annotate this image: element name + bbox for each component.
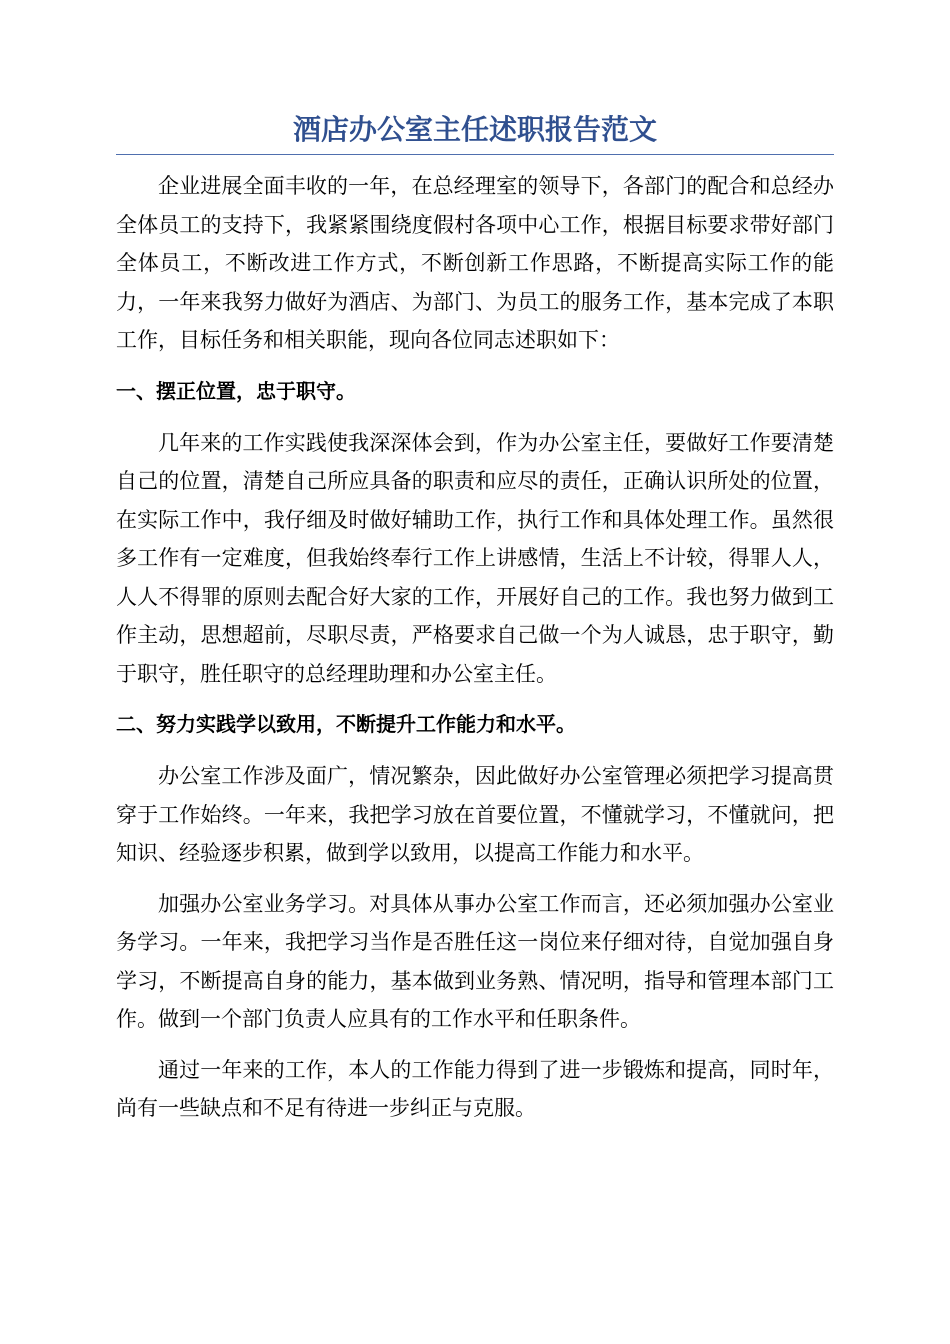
document-title: 酒店办公室主任述职报告范文 xyxy=(292,113,657,146)
section-2-paragraph-1: 办公室工作涉及面广，情况繁杂，因此做好办公室管理必须把学习提高贯穿于工作始终。一年来，我把学习放在首要位置，不懂就学习，不懂就问，把知识、经验逐步积累，做到学以致用，以提高工作能力和水平。 xyxy=(116,764,834,865)
title-underline xyxy=(116,154,834,155)
section-2-heading: 二、努力实践学以致用，不断提升工作能力和水平。 xyxy=(116,712,576,736)
section-2-paragraph-2: 加强办公室业务学习。对具体从事办公室工作而言，还必须加强办公室业务学习。一年来，我把学习当作是否胜任这一岗位来仔细对待，自觉加强自身学习，不断提高自身的能力，基本做到业务熟、情况明，指导和管理本部门工作。做到一个部门负责人应具有的工作水平和任职条件。 xyxy=(116,891,834,1031)
section-1-paragraph: 几年来的工作实践使我深深体会到，作为办公室主任，要做好工作要清楚自己的位置，清楚自己所应具备的职责和应尽的责任，正确认识所处的位置，在实际工作中，我仔细及时做好辅助工作，执行工作和具体处理工作。虽然很多工作有一定难度，但我始终奉行工作上讲感情，生活上不计较，得罪人人，人人不得罪的原则去配合好大家的工作，开展好自己的工作。我也努力做到工作主动，思想超前，尽职尽责，严格要求自己做一个为人诚恳，忠于职守，勤于职守，胜任职守的总经理助理和办公室主任。 xyxy=(116,430,834,686)
section-1-heading: 一、摆正位置，忠于职守。 xyxy=(116,378,356,403)
intro-paragraph: 企业进展全面丰收的一年，在总经理室的领导下，各部门的配合和总经办全体员工的支持下，我紧紧围绕度假村各项中心工作，根据目标要求带好部门全体员工，不断改进工作方式，不断创新工作思路，不断提高实际工作的能力，一年来我努力做好为酒店、为部门、为员工的服务工作，基本完成了本职工作，目标任务和相关职能，现向各位同志述职如下： xyxy=(116,174,834,352)
document-page xyxy=(116,108,834,1140)
section-2-paragraph-3: 通过一年来的工作，本人的工作能力得到了进一步锻炼和提高，同时年，尚有一些缺点和不足有待进一步纠正与克服。 xyxy=(116,1057,834,1120)
